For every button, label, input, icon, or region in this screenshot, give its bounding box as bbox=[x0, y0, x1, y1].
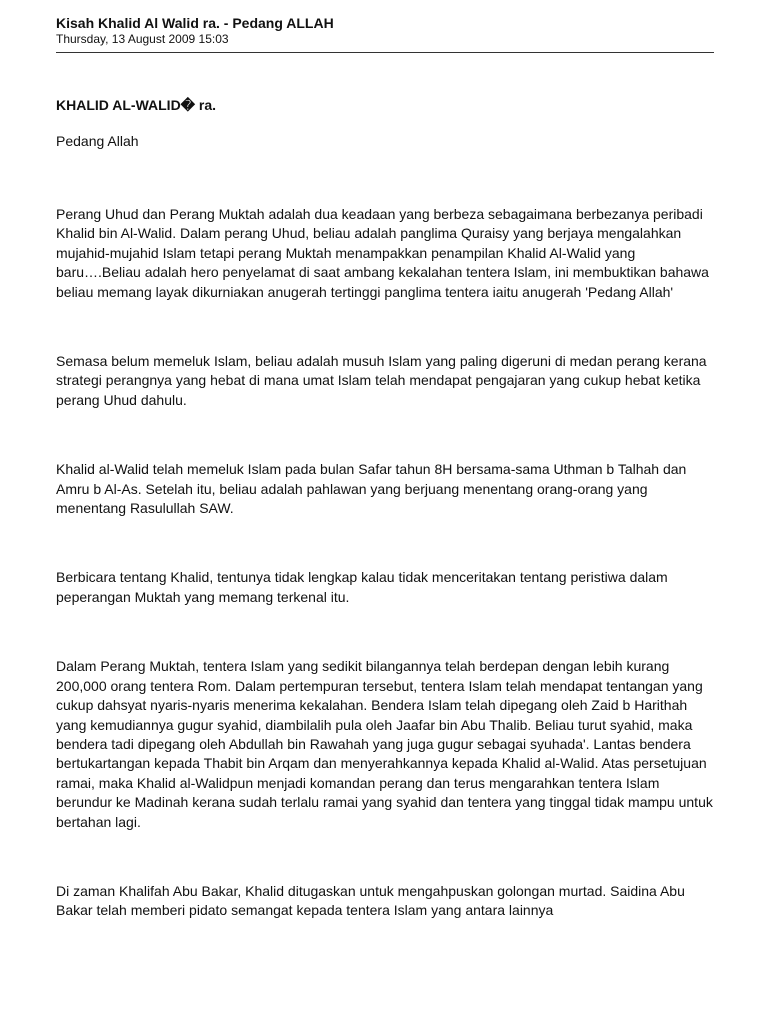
paragraph-5: Dalam Perang Muktah, tentera Islam yang sedikit bilangannya telah berdepan dengan lebih kurang 200,000 orang tentera Rom. Dalam pertempuran tersebut, tentera Islam telah mendapat tentangan yang cukup dahsyat nyaris-nyaris menerima kekalahan. Bendera Islam telah dipegang oleh Zaid b Harithah yang kemudiannya gugur syahid, diambilalih pula oleh Jaafar bin Abu Thalib. Beliau turut syahid, maka bendera tadi dipegang oleh Abdullah bin Rawahah yang juga gugur sebagai syuhada'. Lantas bendera bertukartangan kepada Thabit bin Arqam dan menyerahkannya kepada Khalid al-Walid. Atas persetujuan ramai, maka Khalid al-Walidpun menjadi komandan perang dan terus mengarahkan tentera Islam berundur ke Madinah kerana sudah terlalu ramai yang syahid dan tentera yang tinggal tidak mampu untuk bertahan lagi. bbox=[56, 658, 713, 830]
document-title: Kisah Khalid Al Walid ra. - Pedang ALLAH bbox=[56, 15, 334, 31]
document-page bbox=[56, 14, 714, 921]
article-subtitle: Pedang Allah bbox=[56, 133, 139, 149]
paragraph-4: Berbicara tentang Khalid, tentunya tidak lengkap kalau tidak menceritakan tentang peristiwa dalam peperangan Muktah yang memang terkenal itu. bbox=[56, 569, 668, 605]
document-header bbox=[56, 14, 714, 53]
paragraph-6: Di zaman Khalifah Abu Bakar, Khalid ditugaskan untuk mengahpuskan golongan murtad. Saidina Abu Bakar telah memberi pidato semangat kepada tentera Islam yang antara lainnya bbox=[56, 882, 685, 919]
paragraph-2: Semasa belum memeluk Islam, beliau adalah musuh Islam yang paling digeruni di medan perang kerana strategi perangnya yang hebat di mana umat Islam telah mendapat pengajaran yang cukup hebat ketika perang Uhud dahulu. bbox=[56, 353, 707, 408]
document-date: Thursday, 13 August 2009 15:03 bbox=[56, 32, 229, 46]
paragraph-3: Khalid al-Walid telah memeluk Islam pada bulan Safar tahun 8H bersama-sama Uthman b Talhah dan Amru b Al-As. Setelah itu, beliau adalah pahlawan yang berjuang menentang orang-orang yang menentang Rasulullah SAW. bbox=[56, 461, 687, 517]
paragraph-1: Perang Uhud dan Perang Muktah adalah dua keadaan yang berbeza sebagaimana berbezanya peribadi Khalid bin Al-Walid. Dalam perang Uhud, beliau adalah panglima Quraisy yang berjaya mengalahkan mujahid-mujahid Islam tetapi perang Muktah menampakkan penampilan Khalid Al-Walid yang baru….Beliau adalah hero penyelamat di saat ambang kekalahan tentera Islam, ini membuktikan bahawa beliau memang layak dikurniakan anugerah tertinggi panglima tentera iaitu anugerah 'Pedang Allah' bbox=[56, 206, 709, 300]
article-heading: KHALID AL-WALID� ra. bbox=[56, 97, 217, 113]
